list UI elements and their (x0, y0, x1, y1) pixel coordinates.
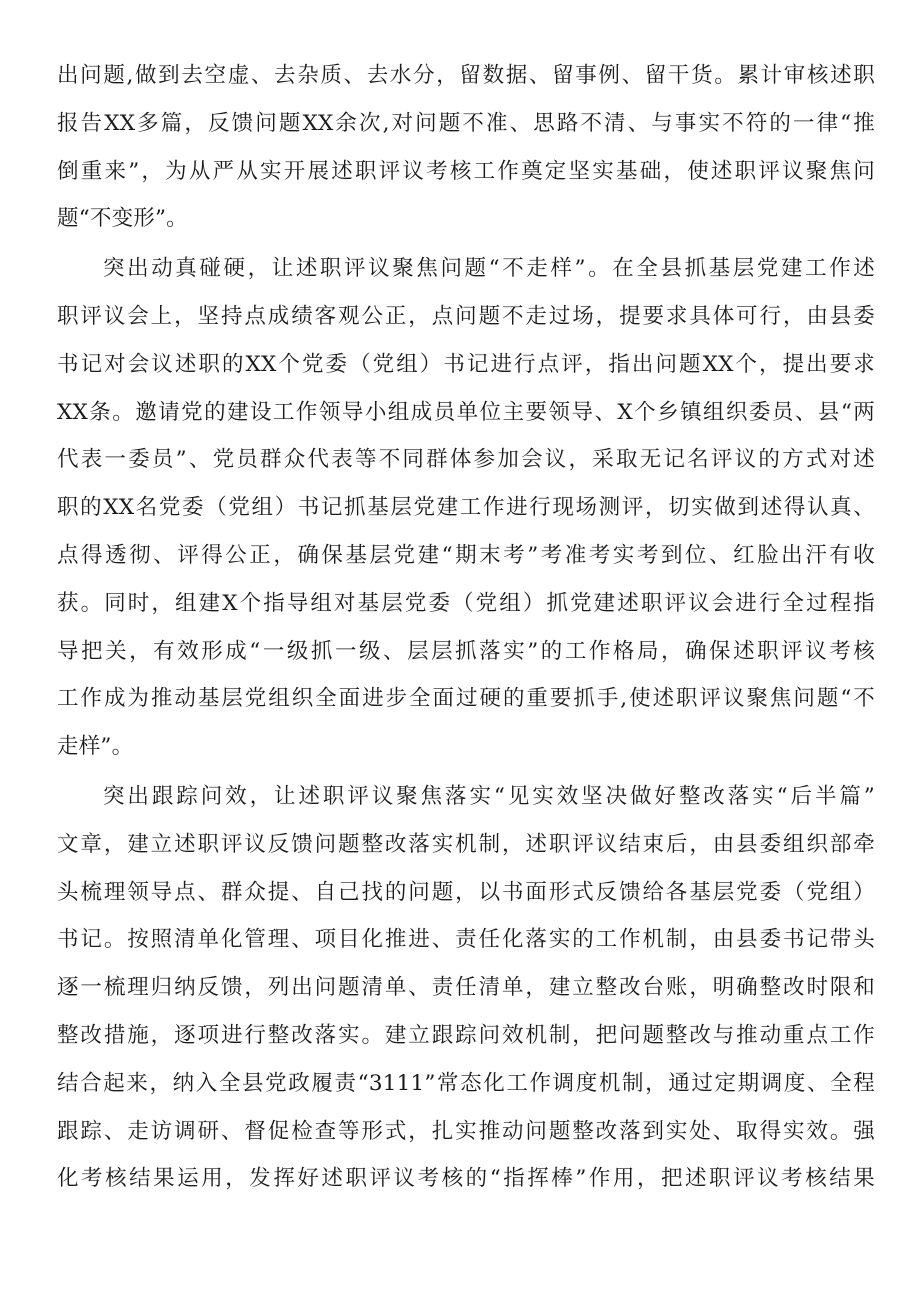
text-line: 导把关，有效形成“一级抓一级、层层抓落实”的工作格局，确保述职评议考核 (57, 638, 875, 664)
document-body (57, 52, 875, 1203)
text-line: 书记。按照清单化管理、项目化推进、责任化落实的工作机制，由县委书记带头 (57, 927, 875, 953)
text-line: 职评议会上，坚持点成绩客观公正，点问题不走过场，提要求具体可行，由县委 (57, 303, 875, 329)
text-line: 点得透彻、评得公正，确保基层党建“期末考”考准考实考到位、红脸出汗有收 (57, 542, 875, 568)
text-line: 整改措施，逐项进行整改落实。建立跟踪问效机制，把问题整改与推动重点工作 (57, 1022, 875, 1048)
text-line: 代表一委员”、党员群众代表等不同群体参加会议，采取无记名评议的方式对述 (57, 447, 875, 473)
text-line: 获。同时，组建X个指导组对基层党委（党组）抓党建述职评议会进行全过程指 (57, 590, 875, 616)
text-line: 文章，建立述职评议反馈问题整改落实机制，述职评议结束后，由县委组织部牵 (57, 831, 875, 857)
text-line: 突出动真碰硬，让述职评议聚焦问题“不走样”。在全县抓基层党建工作述 (103, 256, 875, 282)
text-line: 化考核结果运用，发挥好述职评议考核的“指挥棒”作用，把述职评议考核结果 (57, 1166, 875, 1192)
text-line: 逐一梳理归纳反馈，列出问题清单、责任清单，建立整改台账，明确整改时限和 (57, 975, 875, 1001)
text-line: 走样”。 (57, 734, 134, 760)
text-line: 工作成为推动基层党组织全面进步全面过硬的重要抓手,使述职评议聚焦问题“不 (57, 686, 875, 712)
paragraph-2 (57, 245, 875, 771)
text-line: 结合起来，纳入全县党政履责“3111”常态化工作调度机制，通过定期调度、全程 (57, 1070, 875, 1096)
text-line: 突出跟踪问效，让述职评议聚焦落实“见实效坚决做好整改落实“后半篇” (103, 783, 875, 809)
text-line: 头梳理领导点、群众提、自己找的问题，以书面形式反馈给各基层党委（党组） (57, 879, 875, 905)
text-line: 倒重来”，为从严从实开展述职评议考核工作奠定坚实基础，使述职评议聚焦问 (57, 158, 875, 184)
text-line: 跟踪、走访调研、督促检查等形式，扎实推动问题整改落到实处、取得实效。强 (57, 1118, 875, 1144)
text-line: 报告XX多篇，反馈问题XX余次,对问题不准、思路不清、与事实不符的一律“推 (57, 110, 875, 136)
text-line: 出问题,做到去空虚、去杂质、去水分，留数据、留事例、留干货。累计审核述职 (57, 63, 875, 88)
text-line: 书记对会议述职的XX个党委（党组）书记进行点评，指出问题XX个，提出要求 (57, 351, 875, 377)
text-line: XX条。邀请党的建设工作领导小组成员单位主要领导、X个乡镇组织委员、县“两 (57, 399, 875, 425)
text-line: 题“不变形”。 (57, 206, 188, 232)
paragraph-3 (57, 773, 875, 1203)
text-line: 职的XX名党委（党组）书记抓基层党建工作进行现场测评，切实做到述得认真、 (57, 495, 875, 521)
paragraph-1 (57, 52, 875, 243)
